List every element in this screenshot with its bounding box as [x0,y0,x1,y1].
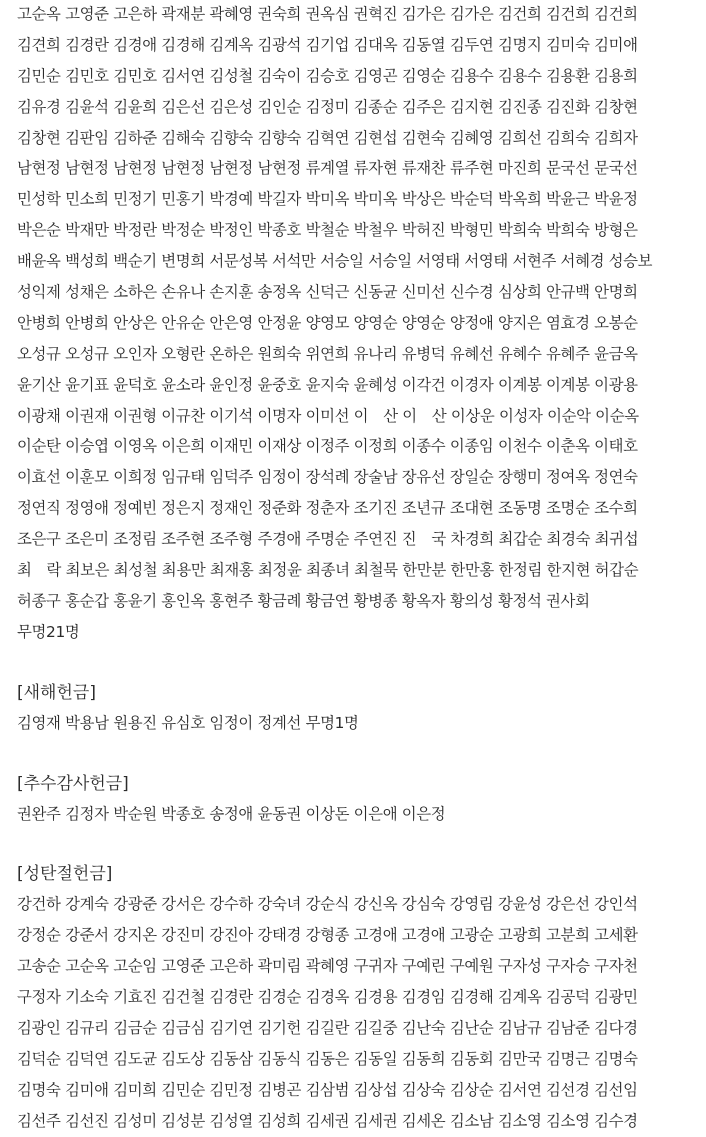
donor-line: 최 락 최보은 최성철 최용만 최재홍 최정윤 최종녀 최철묵 한만분 한만홍 한정림 한지현 허갑순 [17,561,639,580]
donor-list-main [17,0,706,648]
donor-line: 박은순 박재만 박정란 박정순 박정인 박종호 박철순 박철우 박허진 박형민 박희숙 박희숙 방형은 [17,221,638,240]
christmas-offering-section [17,859,706,1136]
donor-line: 김창현 김판임 김하준 김해숙 김향숙 김향숙 김혁연 김현섭 김현숙 김혜영 김희선 김희숙 김희자 [17,128,638,147]
donor-line: 김덕순 김덕연 김도균 김도상 김동삼 김동식 김동은 김동일 김동희 김동회 김만국 김명근 김명숙 [17,1049,638,1068]
donor-line: 남현정 남현정 남현정 남현정 남현정 남현정 류계열 류자현 류재찬 류주현 마진희 문국선 문국선 [17,159,638,178]
donor-line: 윤기산 윤기표 윤덕호 윤소라 윤인정 윤중호 윤지숙 윤혜성 이각건 이경자 이계봉 이계봉 이광용 [17,375,638,394]
donor-line: 무명21명 [17,622,80,641]
donor-line: 권완주 김정자 박순원 박종호 송정애 윤동권 이상돈 이은애 이은정 [17,804,446,823]
donor-line: 성익제 성채은 소하은 손유나 손지훈 송정옥 신덕근 신동균 신미선 신수경 심상희 안규백 안명희 [17,283,638,302]
donor-line: 허종구 홍순갑 홍윤기 홍인옥 홍현주 황금례 황금연 황병종 황옥자 황의성 황정석 권사회 [17,591,590,610]
donor-line: 정연직 정영애 정예빈 정은지 정재인 정준화 정춘자 조기진 조년규 조대현 조동명 조명순 조수희 [17,499,638,518]
donor-line: 김유경 김윤석 김윤희 김은선 김은성 김인순 김정미 김종순 김주은 김지현 김진종 김진화 김창현 [17,97,638,116]
donor-line: 오성규 오성규 오인자 오형란 온하은 원희숙 위연희 유나리 유병덕 유혜선 유혜수 유혜주 윤금옥 [17,344,638,363]
donor-line: 구정자 기소숙 기효진 김건철 김경란 김경순 김경옥 김경용 김경임 김경해 김계옥 김공덕 김광민 [17,988,638,1007]
section-heading: [새해헌금] [17,682,96,703]
thanksgiving-offering-section [17,769,706,830]
donor-line: 고송순 고순옥 고순임 고영준 고은하 곽미림 곽혜영 구귀자 구예린 구예원 구자성 구자승 구자천 [17,957,638,976]
donor-line: 김선주 김선진 김성미 김성분 김성열 김성희 김세권 김세권 김세온 김소남 김소영 김소영 김수경 [17,1111,638,1130]
donor-line: 배윤옥 백성희 백순기 변명희 서문성복 서석만 서승일 서승일 서영태 서영태 서현주 서혜경 성승보 [17,252,653,271]
donor-line: 김영재 박용남 원용진 유심호 임정이 정계선 무명1명 [17,713,359,732]
donor-line: 이광채 이권재 이권형 이규찬 이기석 이명자 이미선 이 산 이 산 이상운 이성자 이순악 이순옥 [17,406,639,425]
section-gap [17,739,706,769]
donor-line: 민성학 민소희 민정기 민홍기 박경예 박길자 박미옥 박미옥 박상은 박순덕 박옥희 박윤근 박윤정 [17,190,638,209]
donor-line: 김견희 김경란 김경애 김경해 김계옥 김광석 김기업 김대옥 김동열 김두연 김명지 김미숙 김미애 [17,35,638,54]
donor-line: 안병희 안병희 안상은 안유순 안은영 안정윤 양영모 양영순 양영순 양정애 양지은 염효경 오봉순 [17,313,638,332]
section-gap [17,648,706,678]
donor-line: 김명숙 김미애 김미희 김민순 김민정 김병곤 김삼범 김상섭 김상숙 김상순 김서연 김선경 김선임 [17,1080,638,1099]
section-heading: [성탄절헌금] [17,864,113,885]
donor-line: 강건하 강계숙 강광준 강서은 강수하 강숙녀 강순식 강신옥 강심숙 강영림 강윤성 강은선 강인석 [17,895,638,914]
donor-line: 조은구 조은미 조정림 조주현 조주형 주경애 주명순 주연진 진 국 차경희 최갑순 최경숙 최귀섭 [17,530,639,549]
donor-line: 고순옥 고영준 고은하 곽재분 곽혜영 권숙희 권옥심 권혁진 김가은 김가은 김건희 김건희 김건희 [17,5,638,23]
new-year-offering-section [17,678,706,739]
donor-line: 김광인 김규리 김금순 김금심 김기연 김기헌 김길란 김길중 김난숙 김난순 김남규 김남준 김다경 [17,1019,638,1038]
donor-line: 이효선 이훈모 이희정 임규태 임덕주 임정이 장석례 장술남 장유선 장일순 장행미 정여옥 정연숙 [17,468,638,487]
donor-line: 이순탄 이승엽 이영옥 이은희 이재민 이재상 이정주 이정희 이종수 이종임 이천수 이춘옥 이태호 [17,437,638,456]
section-heading: [추수감사헌금] [17,773,129,794]
donor-line: 김민순 김민호 김민호 김서연 김성철 김숙이 김승호 김영곤 김영순 김용수 김용수 김용환 김용희 [17,66,638,85]
section-gap [17,829,706,859]
donor-line: 강정순 강준서 강지온 강진미 강진아 강태경 강형종 고경애 고경애 고광순 고광희 고분희 고세환 [17,926,638,945]
